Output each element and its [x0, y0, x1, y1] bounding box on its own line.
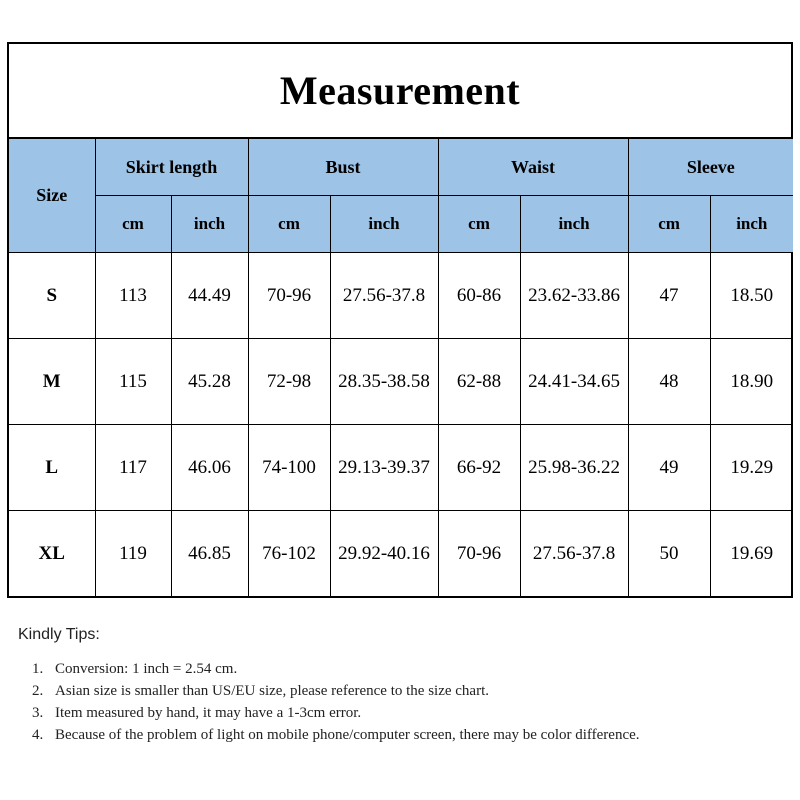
table-cell: 119	[95, 511, 171, 597]
table-cell: 76-102	[248, 511, 330, 597]
table-row	[9, 253, 793, 339]
unit-header: cm	[95, 196, 171, 253]
tips-title: Kindly Tips:	[18, 626, 100, 643]
table-cell: 27.56-37.8	[520, 511, 628, 597]
unit-header: cm	[248, 196, 330, 253]
tip-item: 3. Item measured by hand, it may have a 1-3cm error.	[47, 702, 788, 724]
size-cell: M	[9, 339, 95, 425]
table-cell: 44.49	[171, 253, 248, 339]
table-row	[9, 425, 793, 511]
size-cell: S	[9, 253, 95, 339]
size-cell: L	[9, 425, 95, 511]
size-header: Size	[9, 139, 95, 253]
group-header-bust: Bust	[248, 139, 438, 196]
table-cell: 60-86	[438, 253, 520, 339]
table-cell: 72-98	[248, 339, 330, 425]
kindly-tips	[18, 626, 788, 746]
table-cell: 117	[95, 425, 171, 511]
tip-item: 1. Conversion: 1 inch = 2.54 cm.	[47, 658, 788, 680]
unit-header: inch	[171, 196, 248, 253]
chart-title: Measurement	[279, 68, 521, 113]
tip-item: 4. Because of the problem of light on mobile phone/computer screen, there may be color difference.	[47, 724, 788, 746]
table-cell: 50	[628, 511, 710, 597]
unit-header: cm	[628, 196, 710, 253]
table-cell: 70-96	[438, 511, 520, 597]
size-table	[9, 139, 793, 596]
table-cell: 47	[628, 253, 710, 339]
table-cell: 23.62-33.86	[520, 253, 628, 339]
table-cell: 29.92-40.16	[330, 511, 438, 597]
group-header-skirt-length: Skirt length	[95, 139, 248, 196]
group-header-waist: Waist	[438, 139, 628, 196]
table-cell: 18.90	[710, 339, 793, 425]
unit-header: cm	[438, 196, 520, 253]
table-cell: 19.69	[710, 511, 793, 597]
table-cell: 113	[95, 253, 171, 339]
table-cell: 62-88	[438, 339, 520, 425]
group-header-sleeve: Sleeve	[628, 139, 793, 196]
tips-list	[18, 658, 788, 746]
table-cell: 46.06	[171, 425, 248, 511]
unit-header: inch	[520, 196, 628, 253]
table-row	[9, 339, 793, 425]
table-cell: 45.28	[171, 339, 248, 425]
tip-item: 2. Asian size is smaller than US/EU size, please reference to the size chart.	[47, 680, 788, 702]
table-cell: 18.50	[710, 253, 793, 339]
unit-header: inch	[710, 196, 793, 253]
table-cell: 74-100	[248, 425, 330, 511]
header-row-units	[9, 196, 793, 253]
table-cell: 66-92	[438, 425, 520, 511]
table-cell: 46.85	[171, 511, 248, 597]
table-cell: 27.56-37.8	[330, 253, 438, 339]
size-cell: XL	[9, 511, 95, 597]
table-cell: 28.35-38.58	[330, 339, 438, 425]
table-cell: 19.29	[710, 425, 793, 511]
table-cell: 48	[628, 339, 710, 425]
unit-header: inch	[330, 196, 438, 253]
table-cell: 70-96	[248, 253, 330, 339]
table-cell: 24.41-34.65	[520, 339, 628, 425]
table-cell: 25.98-36.22	[520, 425, 628, 511]
table-cell: 29.13-39.37	[330, 425, 438, 511]
table-row	[9, 511, 793, 597]
table-cell: 115	[95, 339, 171, 425]
size-chart	[7, 42, 793, 598]
title-row	[9, 44, 791, 139]
table-cell: 49	[628, 425, 710, 511]
header-row-groups	[9, 139, 793, 196]
